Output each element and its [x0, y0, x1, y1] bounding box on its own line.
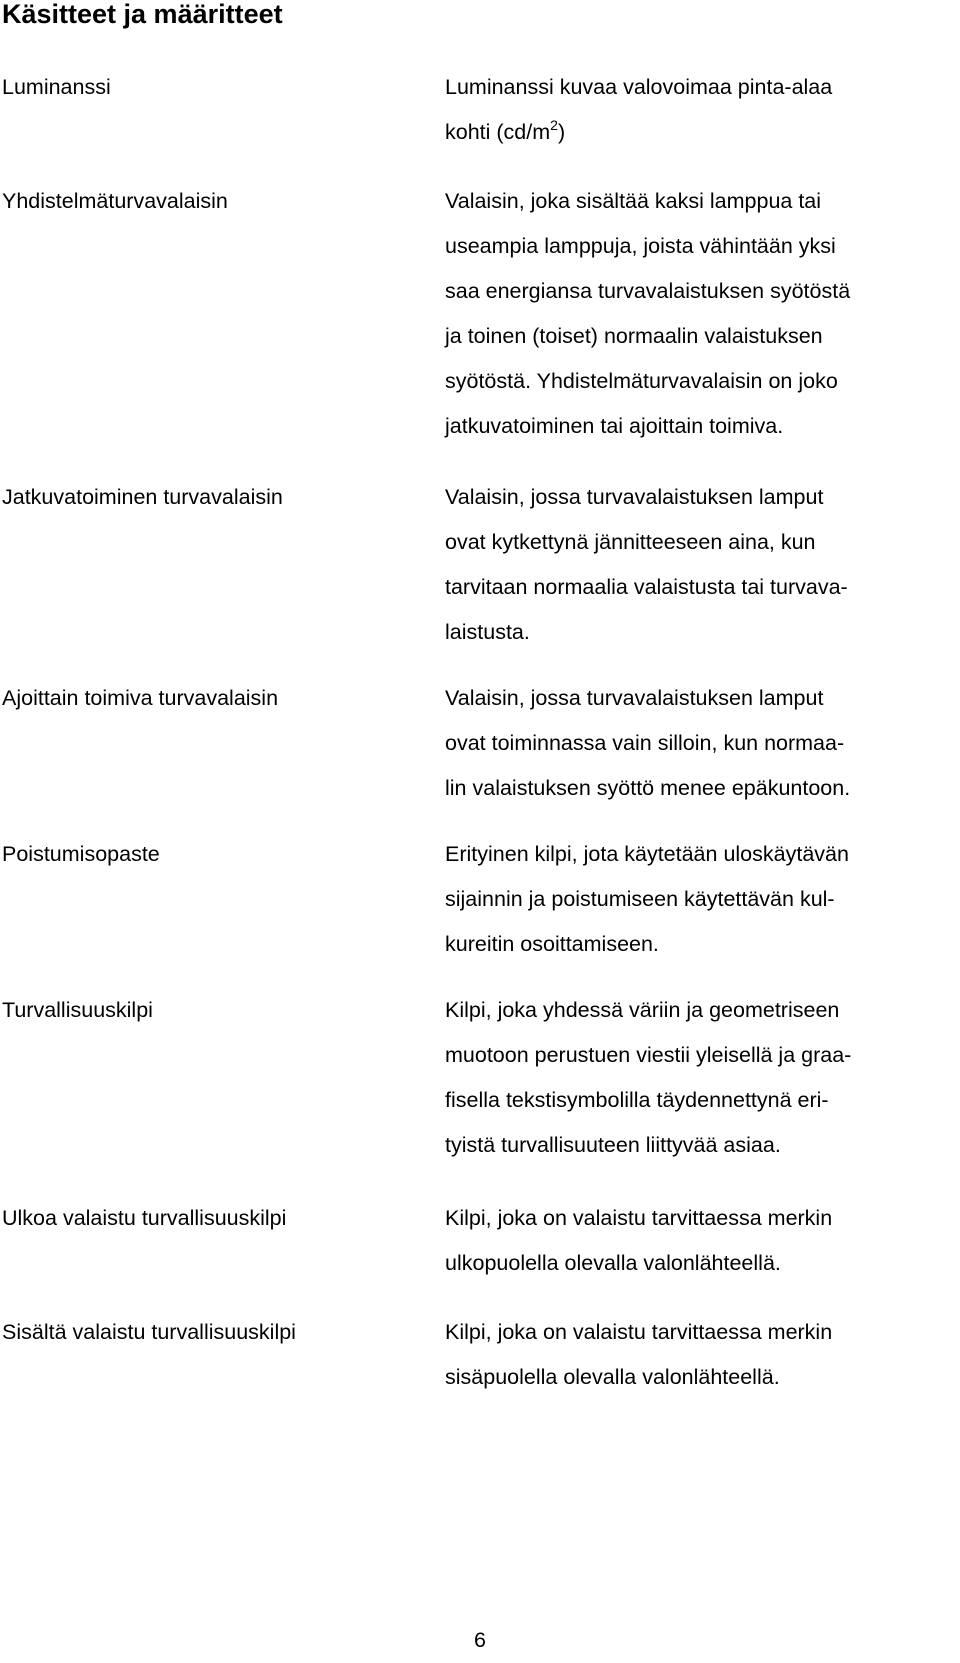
definition-text [445, 179, 955, 449]
term-label: Jatkuvatoiminen turvavalaisin [2, 485, 283, 509]
definition-line: tyistä turvallisuuteen liittyvää asiaa. [445, 1133, 781, 1157]
definition-line: ulkopuolella olevalla valonlähteellä. [445, 1251, 781, 1275]
page-number: 6 [474, 1628, 486, 1652]
definition-text [445, 65, 955, 155]
definition-line: Valaisin, joka sisältää kaksi lamppua tai [445, 189, 822, 213]
definition-line: syötöstä. Yhdistelmäturvavalaisin on joko [445, 369, 838, 393]
unit-superscript: 2 [550, 117, 558, 133]
definition-line: Valaisin, jossa turvavalaistuksen lamput [445, 686, 824, 710]
definition-text [445, 832, 955, 967]
definition-line: Luminanssi kuvaa valovoimaa pinta-alaa [445, 75, 833, 99]
term-label: Yhdistelmäturvavalaisin [2, 189, 228, 213]
definition-text [445, 1196, 955, 1286]
definition-line: ja toinen (toiset) normaalin valaistuksen [445, 324, 823, 348]
definition-line: Kilpi, joka yhdessä väriin ja geometriseen [445, 998, 840, 1022]
definition-line: sisäpuolella olevalla valonlähteellä. [445, 1365, 780, 1389]
definition-line: kureitin osoittamiseen. [445, 932, 659, 956]
page-title: Käsitteet ja määritteet [2, 0, 283, 29]
definition-line: ovat toiminnassa vain silloin, kun normaa- [445, 731, 845, 755]
term-label: Sisältä valaistu turvallisuuskilpi [2, 1320, 296, 1344]
term-label: Turvallisuuskilpi [2, 998, 153, 1022]
definition-line: sijainnin ja poistumiseen käytettävän kul- [445, 887, 835, 911]
definition-line: jatkuvatoiminen tai ajoittain toimiva. [445, 414, 784, 438]
term-label: Ulkoa valaistu turvallisuuskilpi [2, 1206, 287, 1230]
definition-line: fisella tekstisymbolilla täydennettynä eri- [445, 1088, 829, 1112]
definition-line: Kilpi, joka on valaistu tarvittaessa merkin [445, 1320, 833, 1344]
definition-line-with-unit [445, 110, 955, 155]
term-label: Ajoittain toimiva turvavalaisin [2, 686, 279, 710]
definition-text [445, 1310, 955, 1400]
term-label: Luminanssi [2, 75, 111, 99]
definition-line: useampia lamppuja, joista vähintään yksi [445, 234, 836, 258]
definition-line: ovat kytkettynä jännitteeseen aina, kun [445, 530, 816, 554]
definition-line: Erityinen kilpi, jota käytetään uloskäytävän [445, 842, 849, 866]
term-label: Poistumisopaste [2, 842, 160, 866]
definition-line: Valaisin, jossa turvavalaistuksen lamput [445, 485, 824, 509]
definition-line: Kilpi, joka on valaistu tarvittaessa merkin [445, 1206, 833, 1230]
definition-line: laistusta. [445, 620, 530, 644]
definition-line: muotoon perustuen viestii yleisellä ja graa- [445, 1043, 852, 1067]
definition-line-suffix: ) [557, 120, 566, 144]
definition-line-text: kohti (cd/m [445, 120, 551, 144]
definition-line: tarvitaan normaalia valaistusta tai turvava- [445, 575, 848, 599]
definition-text [445, 988, 955, 1168]
definition-line: lin valaistuksen syöttö menee epäkuntoon. [445, 776, 851, 800]
definition-line: saa energiansa turvavalaistuksen syötöstä [445, 279, 851, 303]
definition-text [445, 475, 955, 655]
definition-text [445, 676, 955, 811]
